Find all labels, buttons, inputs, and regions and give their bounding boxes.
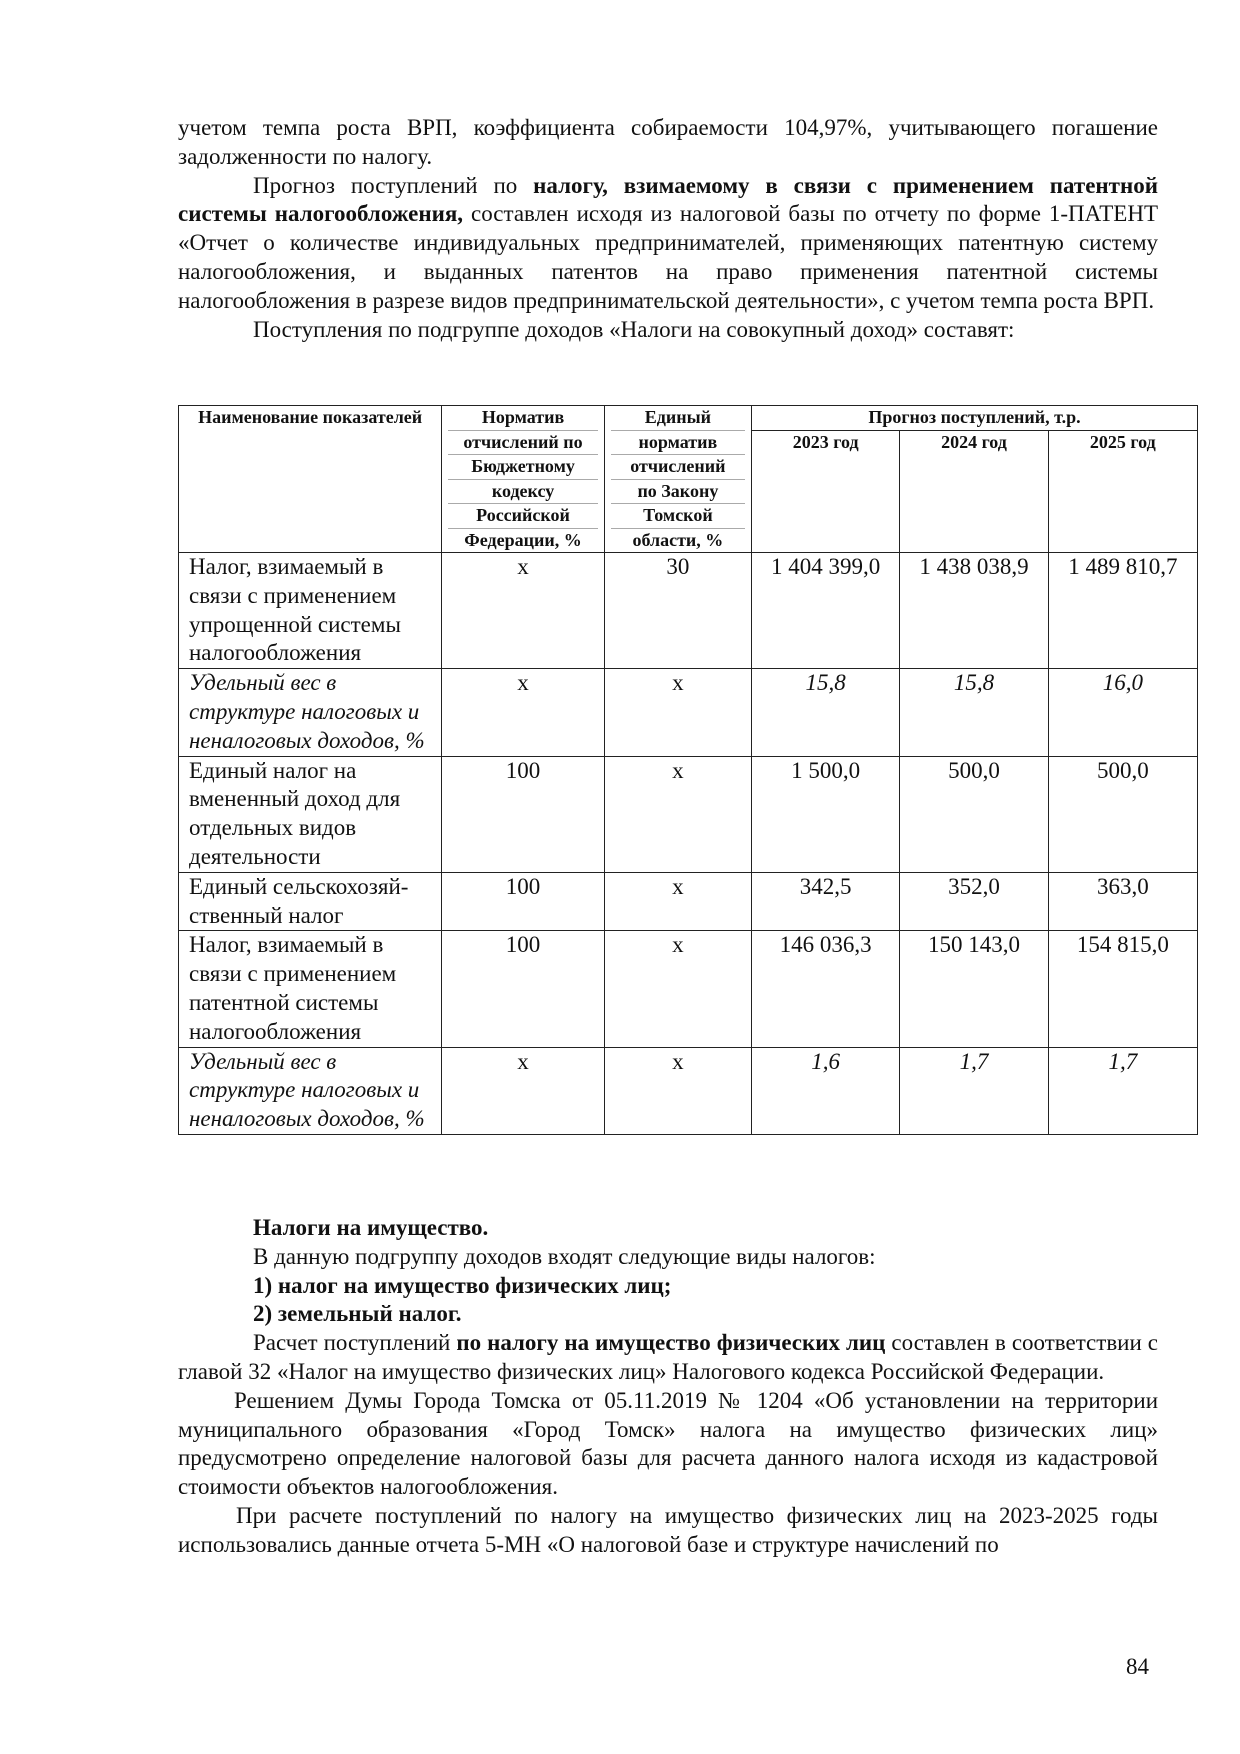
row-2024: 500,0 <box>900 756 1048 872</box>
row-name: Удельный вес в структуре налоговых и неналоговых доходов, % <box>179 1047 442 1134</box>
intro-paragraph-1: учетом темпа роста ВРП, коэффициента собираемости 104,97%, учитывающего погашение задолженности по налогу. <box>178 115 1158 169</box>
header-forecast: Прогноз поступлений, т.р. <box>752 406 1198 431</box>
intro-paragraph-2: Прогноз поступлений по налогу, взимаемому в связи с применением патентной системы налогообложения, составлен исходя из налоговой базы по отчету по форме 1-ПАТЕНТ «Отчет о количестве индивидуальных предпринимателей, применяющих патентную систему налогообложения, и выданных патентов на право применения патентной системы налогообложения в разрезе видов предпринимательской деятельности», с учетом темпа роста ВРП. <box>178 172 1158 313</box>
row-tomsk: х <box>604 931 751 1047</box>
row-name: Налог, взимаемый в связи с применением патентной системы налогообложения <box>179 931 442 1047</box>
calc-paragraph: Расчет поступлений по налогу на имущество физических лиц составлен в соответствии с главой 32 «Налог на имущество физических лиц» Налогового кодекса Российской Федерации. <box>178 1330 1158 1384</box>
row-name: Единый налог на вмененный доход для отдельных видов деятельности <box>179 756 442 872</box>
row-bk: х <box>442 1047 604 1134</box>
table-row <box>179 669 1198 756</box>
row-2023: 146 036,3 <box>752 931 900 1047</box>
section-intro: В данную подгруппу доходов входят следующие виды налогов: <box>253 1243 876 1269</box>
row-tomsk: 30 <box>604 553 751 669</box>
row-2024: 1 438 038,9 <box>900 553 1048 669</box>
row-2024: 15,8 <box>900 669 1048 756</box>
table-row <box>179 931 1198 1047</box>
row-bk: 100 <box>442 931 604 1047</box>
header-year-2024: 2024 год <box>900 430 1048 552</box>
intro-paragraph-3: Поступления по подгруппе доходов «Налоги на совокупный доход» составят: <box>253 316 1015 342</box>
row-2023: 1,6 <box>752 1047 900 1134</box>
row-2023: 15,8 <box>752 669 900 756</box>
row-bk: 100 <box>442 756 604 872</box>
table-row <box>179 872 1198 931</box>
row-tomsk: х <box>604 1047 751 1134</box>
calc2-paragraph: При расчете поступлений по налогу на имущество физических лиц на 2023-2025 годы использовались данные отчета 5-МН «О налоговой базе и структуре начислений по <box>178 1502 1158 1557</box>
row-2025: 500,0 <box>1048 756 1197 872</box>
row-2025: 1,7 <box>1048 1047 1197 1134</box>
row-2024: 352,0 <box>900 872 1048 931</box>
row-tomsk: х <box>604 872 751 931</box>
revenue-forecast-table <box>178 405 1198 1135</box>
row-2024: 1,7 <box>900 1047 1048 1134</box>
tax-item-1: 1) налог на имущество физических лиц; <box>253 1272 672 1298</box>
row-2025: 363,0 <box>1048 872 1197 931</box>
row-bk: х <box>442 553 604 669</box>
header-year-2023: 2023 год <box>752 430 900 552</box>
row-2023: 1 404 399,0 <box>752 553 900 669</box>
row-name: Налог, взимаемый в связи с применением упрощенной системы налогообложения <box>179 553 442 669</box>
table-row <box>179 553 1198 669</box>
row-2025: 1 489 810,7 <box>1048 553 1197 669</box>
section-heading: Налоги на имущество. <box>253 1215 489 1240</box>
row-2023: 342,5 <box>752 872 900 931</box>
tax-item-2: 2) земельный налог. <box>253 1301 462 1327</box>
row-bk: 100 <box>442 872 604 931</box>
row-bk: х <box>442 669 604 756</box>
row-2023: 1 500,0 <box>752 756 900 872</box>
row-tomsk: х <box>604 669 751 756</box>
table-row <box>179 1047 1198 1134</box>
row-name: Удельный вес в структуре налоговых и неналоговых доходов, % <box>179 669 442 756</box>
table-row <box>179 756 1198 872</box>
header-name: Наименование показателей <box>179 406 442 553</box>
header-year-2025: 2025 год <box>1048 430 1197 552</box>
row-2024: 150 143,0 <box>900 931 1048 1047</box>
intro-text <box>178 114 1158 344</box>
header-norm-bk: Норматив отчислений по Бюджетному кодексу Российской Федерации, % <box>442 406 604 553</box>
decision-paragraph: Решением Думы Города Томска от 05.11.2019 № 1204 «Об установлении на территории муниципального образования «Город Томск» налога на имущество физических лиц» предусмотрено определение налоговой базы для расчета данного налога исходя из кадастровой стоимости объектов налогообложения. <box>178 1387 1158 1500</box>
header-norm-tomsk: Единый норматив отчислений по Закону Томской области, % <box>604 406 751 553</box>
row-2025: 154 815,0 <box>1048 931 1197 1047</box>
row-tomsk: х <box>604 756 751 872</box>
row-2025: 16,0 <box>1048 669 1197 756</box>
page-number: 84 <box>1126 1654 1149 1679</box>
property-section <box>178 1214 1158 1560</box>
row-name: Единый сельскохозяй-ственный налог <box>179 872 442 931</box>
